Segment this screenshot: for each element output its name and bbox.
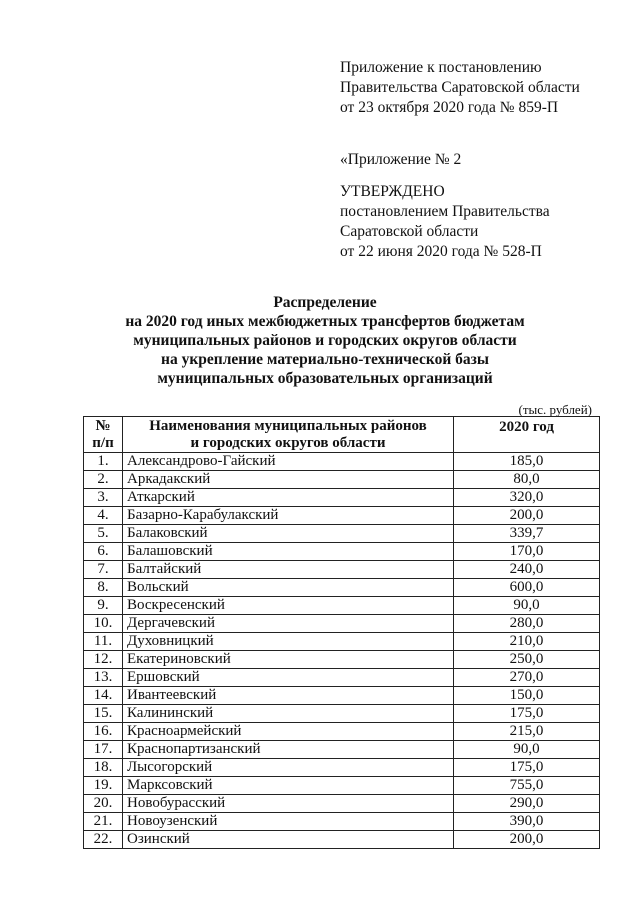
row-number: 21. — [84, 813, 123, 831]
table-row — [84, 597, 600, 615]
row-number: 10. — [84, 615, 123, 633]
table-row — [84, 741, 600, 759]
transfer-amount: 200,0 — [454, 831, 600, 849]
district-name: Духовницкий — [123, 633, 454, 651]
district-name: Новобурасский — [123, 795, 454, 813]
district-name: Александрово-Гайский — [123, 453, 454, 471]
row-number: 4. — [84, 507, 123, 525]
district-name: Калининский — [123, 705, 454, 723]
row-number: 12. — [84, 651, 123, 669]
approval-line: Саратовской области — [340, 223, 479, 240]
row-number: 15. — [84, 705, 123, 723]
units-label: (тыс. рублей) — [518, 402, 592, 417]
district-name: Ершовский — [123, 669, 454, 687]
row-number: 5. — [84, 525, 123, 543]
table-row — [84, 795, 600, 813]
district-name: Екатериновский — [123, 651, 454, 669]
district-name: Новоузенский — [123, 813, 454, 831]
transfer-amount: 150,0 — [454, 687, 600, 705]
title-line: на укрепление материально-технической базы — [161, 351, 489, 368]
table-row — [84, 543, 600, 561]
column-header-number — [84, 417, 123, 453]
table-row — [84, 507, 600, 525]
row-number: 6. — [84, 543, 123, 561]
header-text: № — [95, 417, 111, 434]
transfer-amount: 90,0 — [454, 597, 600, 615]
row-number: 1. — [84, 453, 123, 471]
row-number: 11. — [84, 633, 123, 651]
table-row — [84, 453, 600, 471]
transfer-amount: 175,0 — [454, 759, 600, 777]
column-header-year: 2020 год — [454, 417, 600, 453]
row-number: 20. — [84, 795, 123, 813]
transfer-amount: 600,0 — [454, 579, 600, 597]
transfer-amount: 170,0 — [454, 543, 600, 561]
table-row — [84, 489, 600, 507]
table-row — [84, 471, 600, 489]
row-number: 16. — [84, 723, 123, 741]
row-number: 17. — [84, 741, 123, 759]
approval-line: постановлением Правительства — [340, 203, 550, 220]
title-line: Распределение — [273, 294, 377, 311]
transfer-amount: 320,0 — [454, 489, 600, 507]
document-title — [60, 293, 590, 388]
row-number: 14. — [84, 687, 123, 705]
transfer-amount: 339,7 — [454, 525, 600, 543]
district-name: Краснопартизанский — [123, 741, 454, 759]
district-name: Дергачевский — [123, 615, 454, 633]
transfer-amount: 185,0 — [454, 453, 600, 471]
appendix-number-label: «Приложение № 2 — [340, 151, 462, 168]
transfer-amount: 390,0 — [454, 813, 600, 831]
header-text: и городских округов области — [190, 434, 386, 451]
district-name: Вольский — [123, 579, 454, 597]
transfer-amount: 80,0 — [454, 471, 600, 489]
header-text: п/п — [92, 434, 114, 451]
row-number: 8. — [84, 579, 123, 597]
district-name: Базарно-Карабулакский — [123, 507, 454, 525]
transfer-amount: 755,0 — [454, 777, 600, 795]
appendix-note-line: от 23 октября 2020 года № 859-П — [340, 99, 559, 116]
table-row — [84, 561, 600, 579]
district-name: Ивантеевский — [123, 687, 454, 705]
row-number: 7. — [84, 561, 123, 579]
table-row — [84, 525, 600, 543]
title-line: муниципальных районов и городских округов области — [133, 332, 517, 349]
table-row — [84, 831, 600, 849]
appendix-note — [340, 58, 580, 118]
table-row — [84, 759, 600, 777]
district-name: Аткарский — [123, 489, 454, 507]
row-number: 13. — [84, 669, 123, 687]
table-row — [84, 813, 600, 831]
approval-line: от 22 июня 2020 года № 528-П — [340, 243, 542, 260]
transfer-amount: 200,0 — [454, 507, 600, 525]
transfer-amount: 270,0 — [454, 669, 600, 687]
row-number: 2. — [84, 471, 123, 489]
district-name: Воскресенский — [123, 597, 454, 615]
column-header-name — [123, 417, 454, 453]
district-name: Балашовский — [123, 543, 454, 561]
table-row — [84, 723, 600, 741]
table-row — [84, 651, 600, 669]
transfer-amount: 90,0 — [454, 741, 600, 759]
table-header-row — [84, 417, 600, 453]
appendix-note-line: Правительства Саратовской области — [340, 79, 580, 96]
row-number: 9. — [84, 597, 123, 615]
title-line: на 2020 год иных межбюджетных трансфертов бюджетам — [125, 313, 525, 330]
row-number: 22. — [84, 831, 123, 849]
approved-stamp-text: УТВЕРЖДЕНО — [340, 183, 445, 200]
transfer-amount: 210,0 — [454, 633, 600, 651]
district-name: Марксовский — [123, 777, 454, 795]
transfer-amount: 215,0 — [454, 723, 600, 741]
distribution-table — [83, 416, 600, 849]
approval-block — [340, 150, 550, 262]
row-number: 18. — [84, 759, 123, 777]
table-row — [84, 705, 600, 723]
table-row — [84, 579, 600, 597]
table-row — [84, 669, 600, 687]
transfer-amount: 290,0 — [454, 795, 600, 813]
transfer-amount: 240,0 — [454, 561, 600, 579]
header-text: Наименования муниципальных районов — [149, 417, 427, 434]
table-row — [84, 687, 600, 705]
table-row — [84, 615, 600, 633]
table-body — [84, 453, 600, 849]
row-number: 19. — [84, 777, 123, 795]
district-name: Аркадакский — [123, 471, 454, 489]
row-number: 3. — [84, 489, 123, 507]
appendix-note-line: Приложение к постановлению — [340, 59, 542, 76]
district-name: Красноармейский — [123, 723, 454, 741]
district-name: Балтайский — [123, 561, 454, 579]
district-name: Лысогорский — [123, 759, 454, 777]
title-line: муниципальных образовательных организаций — [157, 370, 493, 387]
transfer-amount: 250,0 — [454, 651, 600, 669]
transfer-amount: 175,0 — [454, 705, 600, 723]
district-name: Озинский — [123, 831, 454, 849]
table-row — [84, 777, 600, 795]
district-name: Балаковский — [123, 525, 454, 543]
table-row — [84, 633, 600, 651]
transfer-amount: 280,0 — [454, 615, 600, 633]
